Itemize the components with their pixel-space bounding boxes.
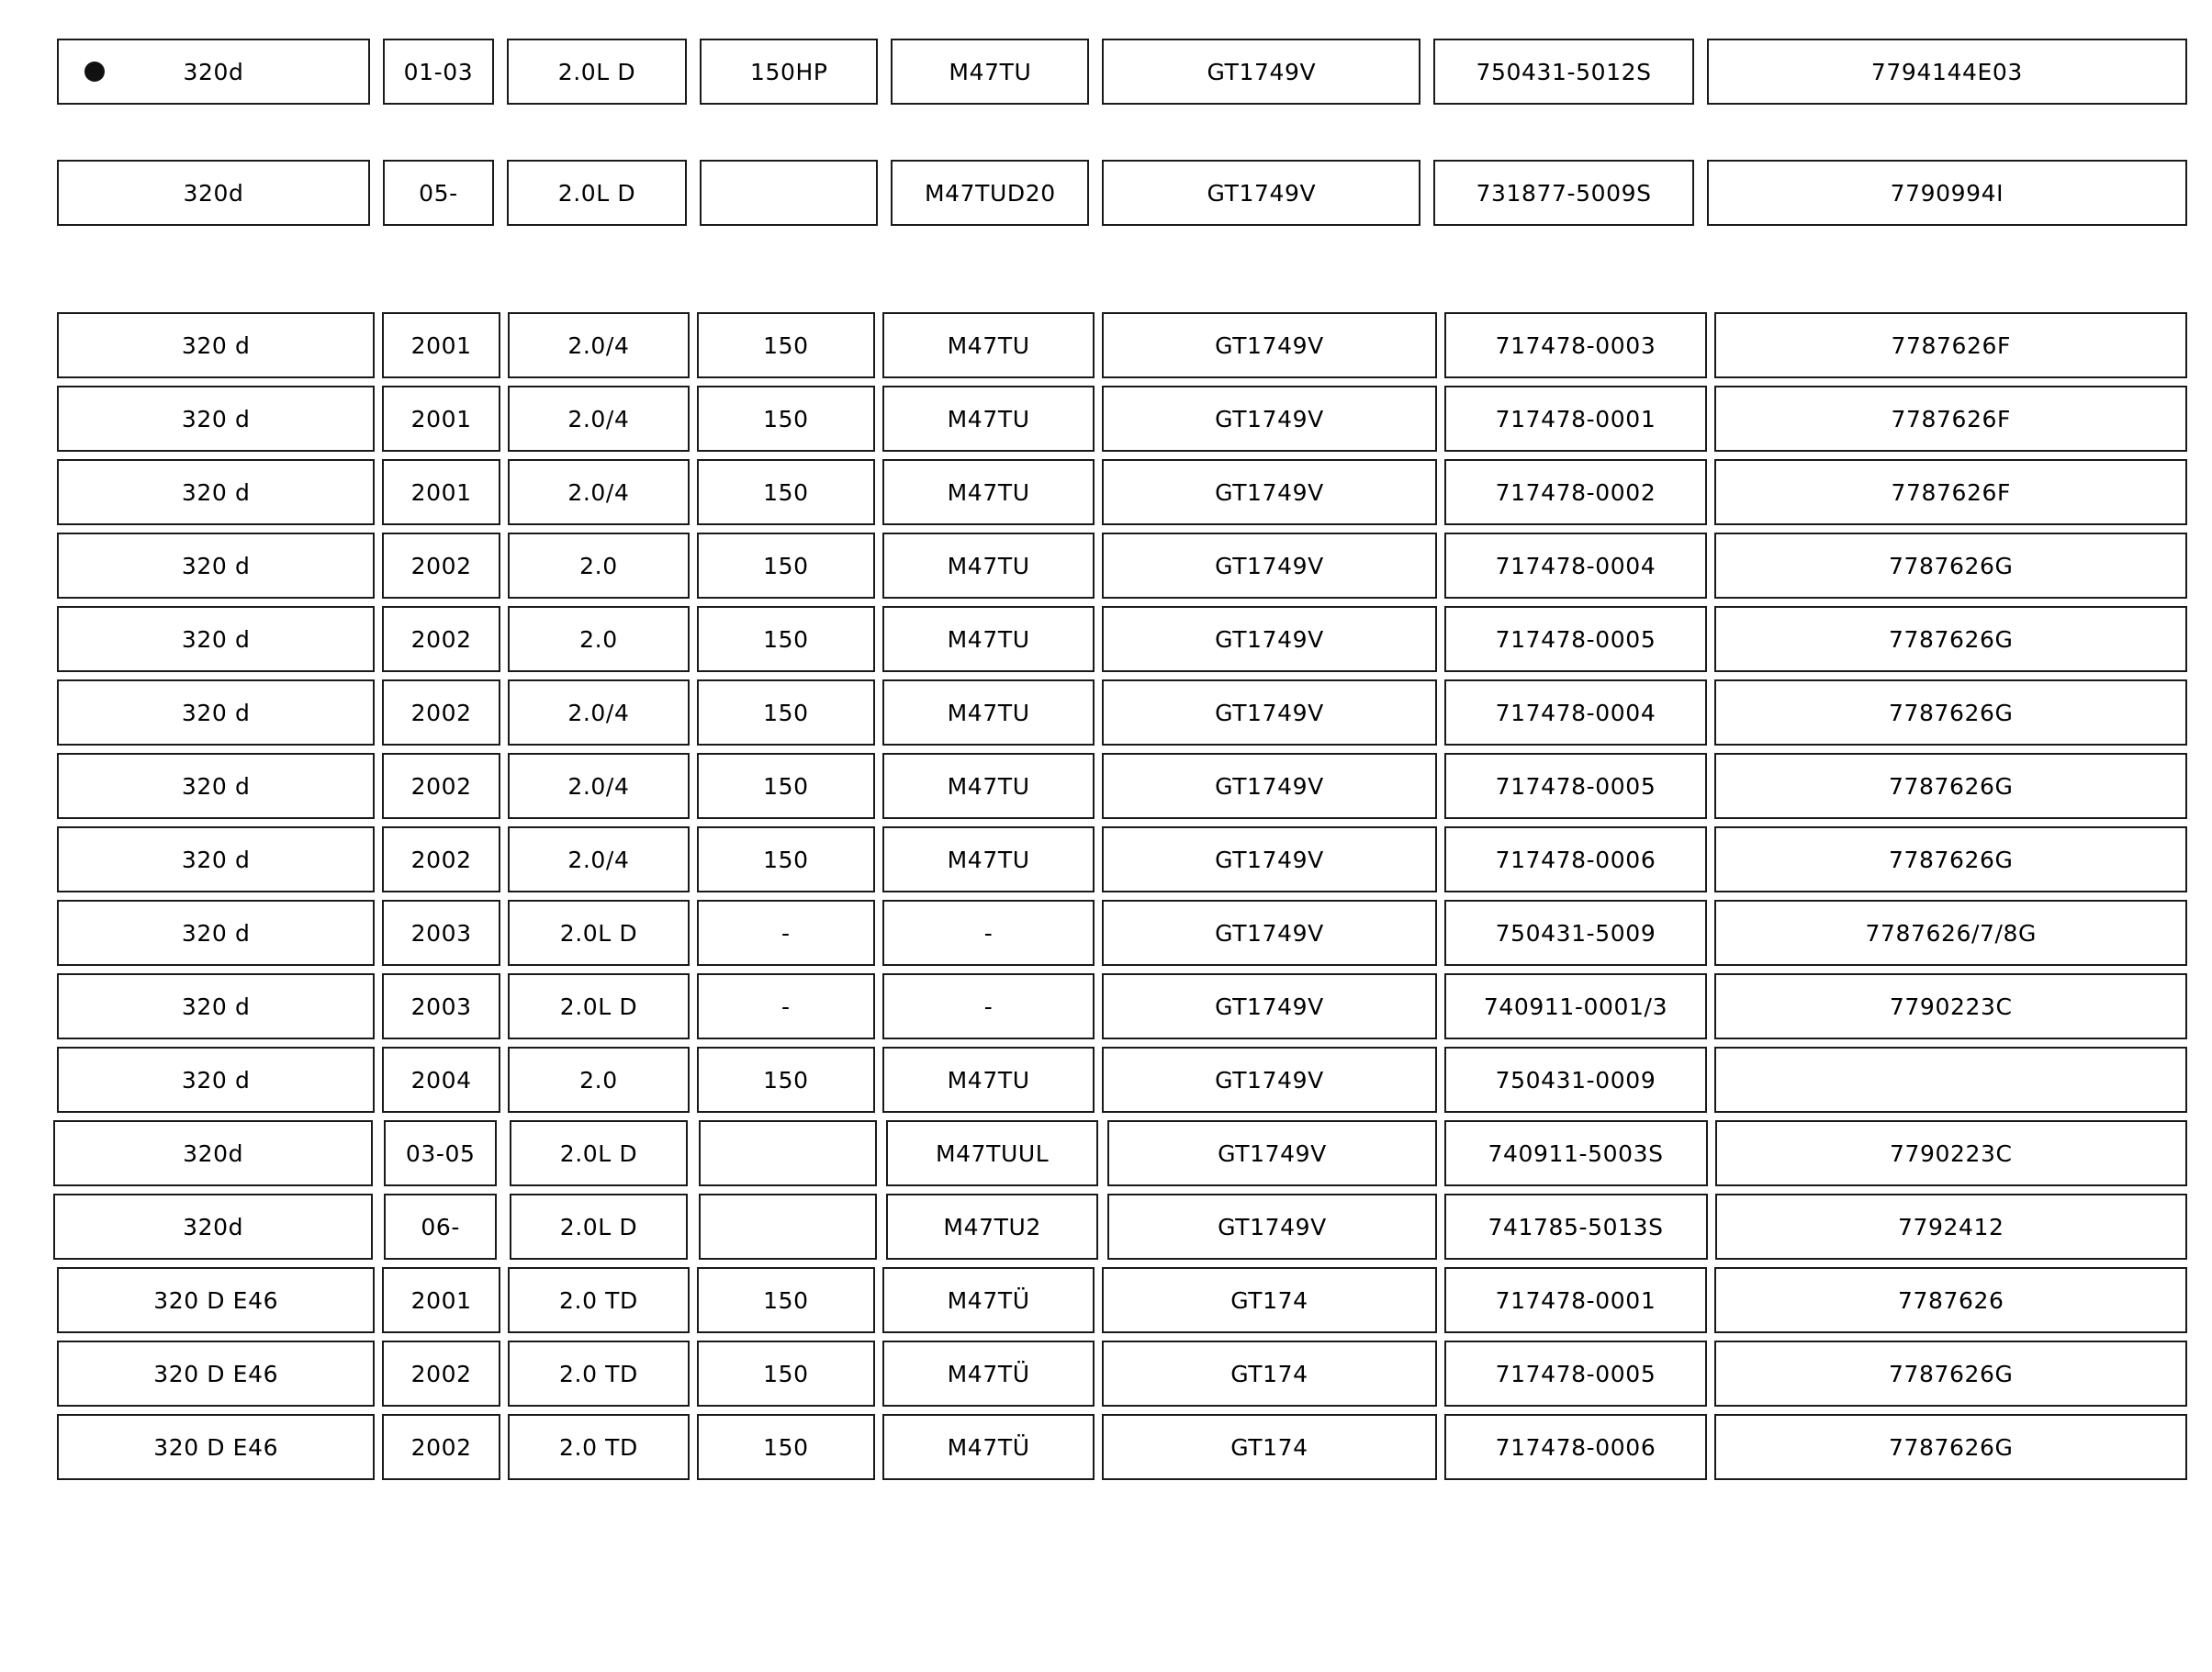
cell-engine-size: 2.0/4 [508, 386, 690, 452]
cell-model: 320 d [57, 386, 375, 452]
table-row [57, 1267, 2187, 1333]
cell-oem-number: 7787626F [1714, 386, 2187, 452]
cell-year: 2002 [382, 753, 500, 819]
cell-engine-code: M47TÜ [882, 1341, 1095, 1407]
table-row [57, 312, 2187, 378]
cell-turbo-number: 731877-5009S [1433, 160, 1693, 226]
cell-engine-code: M47TU [882, 606, 1095, 672]
cell-turbo-type: GT1749V [1102, 679, 1436, 746]
cell-power: 150 [697, 1267, 875, 1333]
cell-engine-size: 2.0/4 [508, 826, 690, 892]
cell-year: 2002 [382, 606, 500, 672]
table-row [57, 753, 2187, 819]
cell-model: 320 d [57, 459, 375, 525]
cell-turbo-type: GT1749V [1102, 1047, 1436, 1113]
table-row [57, 973, 2187, 1039]
cell-engine-size: 2.0 TD [508, 1414, 690, 1480]
table-row [57, 606, 2187, 672]
cell-turbo-type: GT1749V [1102, 826, 1436, 892]
cell-turbo-type: GT1749V [1102, 900, 1436, 966]
cell-turbo-number: 740911-0001/3 [1444, 973, 1708, 1039]
cell-power: 150 [697, 459, 875, 525]
cell-oem-number: 7787626G [1714, 1414, 2187, 1480]
table-row [57, 39, 2187, 105]
cell-model: 320 D E46 [57, 1414, 375, 1480]
cell-engine-size: 2.0L D [507, 39, 687, 105]
cell-model: 320 d [57, 753, 375, 819]
cell-power: 150 [697, 1047, 875, 1113]
table-row [57, 1194, 2187, 1260]
cell-turbo-number: 717478-0001 [1444, 1267, 1708, 1333]
cell-power: 150 [697, 533, 875, 599]
cell-oem-number: 7787626G [1714, 679, 2187, 746]
table-row [57, 1120, 2187, 1186]
cell-year: 2002 [382, 679, 500, 746]
cell-oem-number: 7787626G [1714, 826, 2187, 892]
cell-year: 2002 [382, 533, 500, 599]
cell-turbo-number: 717478-0004 [1444, 533, 1708, 599]
cell-power [699, 1194, 877, 1260]
cell-turbo-number: 740911-5003S [1444, 1120, 1708, 1186]
cell-power: 150 [697, 753, 875, 819]
cell-year: 06- [384, 1194, 497, 1260]
cell-engine-size: 2.0/4 [508, 459, 690, 525]
cell-engine-code: M47TU [882, 386, 1095, 452]
cell-model: 320 d [57, 679, 375, 746]
cell-turbo-type: GT1749V [1102, 973, 1436, 1039]
cell-turbo-type: GT174 [1102, 1267, 1436, 1333]
table-row [57, 386, 2187, 452]
cell-year: 2003 [382, 973, 500, 1039]
cell-engine-code: M47TU [882, 459, 1095, 525]
cell-engine-size: 2.0L D [508, 900, 690, 966]
cell-oem-number: 7787626F [1714, 312, 2187, 378]
cell-oem-number: 7794144E03 [1707, 39, 2187, 105]
cell-turbo-type: GT1749V [1107, 1194, 1436, 1260]
cell-engine-size: 2.0/4 [508, 312, 690, 378]
cell-model: 320 d [57, 312, 375, 378]
cell-model: 320d [53, 1120, 373, 1186]
cell-turbo-type: GT1749V [1107, 1120, 1436, 1186]
table-row [57, 1414, 2187, 1480]
cell-engine-code: M47TU [882, 826, 1095, 892]
filled-circle-icon [84, 62, 105, 82]
cell-engine-code: M47TÜ [882, 1414, 1095, 1480]
cell-model [57, 39, 370, 105]
cell-engine-code: M47TU2 [886, 1194, 1099, 1260]
cell-year: 2002 [382, 1414, 500, 1480]
cell-oem-number: 7787626G [1714, 533, 2187, 599]
cell-year: 2001 [382, 1267, 500, 1333]
cell-power: 150 [697, 312, 875, 378]
cell-turbo-number: 717478-0001 [1444, 386, 1708, 452]
cell-year: 03-05 [384, 1120, 497, 1186]
cell-oem-number: 7787626G [1714, 1341, 2187, 1407]
cell-model: 320 d [57, 1047, 375, 1113]
cell-engine-size: 2.0L D [508, 973, 690, 1039]
cell-power [700, 160, 878, 226]
cell-engine-code: M47TÜ [882, 1267, 1095, 1333]
cell-turbo-number: 750431-5012S [1433, 39, 1693, 105]
cell-turbo-type: GT1749V [1102, 39, 1420, 105]
cell-oem-number: 7787626G [1714, 606, 2187, 672]
cell-engine-code: M47TU [882, 312, 1095, 378]
cell-year: 2001 [382, 312, 500, 378]
cell-oem-number: 7790994I [1707, 160, 2187, 226]
cell-year: 2002 [382, 1341, 500, 1407]
cell-engine-code: M47TU [882, 533, 1095, 599]
cell-turbo-type: GT1749V [1102, 459, 1436, 525]
table-row [57, 1047, 2187, 1113]
cell-engine-size: 2.0/4 [508, 679, 690, 746]
cell-model: 320d [57, 160, 370, 226]
table-row [57, 1341, 2187, 1407]
cell-power: 150 [697, 1414, 875, 1480]
cell-oem-number: 7787626 [1714, 1267, 2187, 1333]
cell-turbo-type: GT1749V [1102, 753, 1436, 819]
group-spacer [57, 105, 2181, 160]
cell-engine-code: M47TU [882, 679, 1095, 746]
cell-year: 2003 [382, 900, 500, 966]
cell-engine-code: M47TU [882, 753, 1095, 819]
cell-turbo-number: 717478-0004 [1444, 679, 1708, 746]
cell-year: 05- [383, 160, 494, 226]
cell-turbo-number: 717478-0006 [1444, 826, 1708, 892]
cell-year: 2001 [382, 386, 500, 452]
cell-oem-number: 7787626G [1714, 753, 2187, 819]
cell-turbo-number: 717478-0006 [1444, 1414, 1708, 1480]
cell-turbo-number: 741785-5013S [1444, 1194, 1708, 1260]
cell-oem-number: 7787626F [1714, 459, 2187, 525]
cell-power: 150 [697, 386, 875, 452]
cell-engine-size: 2.0 [508, 533, 690, 599]
table-row [57, 826, 2187, 892]
cell-year: 01-03 [383, 39, 494, 105]
table-row [57, 900, 2187, 966]
cell-turbo-number: 717478-0002 [1444, 459, 1708, 525]
cell-oem-number: 7787626/7/8G [1714, 900, 2187, 966]
table-row [57, 533, 2187, 599]
table-row [57, 459, 2187, 525]
cell-model: 320 D E46 [57, 1267, 375, 1333]
table-row [57, 679, 2187, 746]
cell-power: 150 [697, 826, 875, 892]
cell-turbo-type: GT174 [1102, 1341, 1436, 1407]
cell-oem-number: 7792412 [1715, 1194, 2187, 1260]
cell-model: 320 D E46 [57, 1341, 375, 1407]
cell-year: 2004 [382, 1047, 500, 1113]
cell-model: 320 d [57, 900, 375, 966]
cell-turbo-number: 750431-5009 [1444, 900, 1708, 966]
cell-model: 320 d [57, 533, 375, 599]
cell-model-text: 320d [183, 58, 244, 85]
cell-power: - [697, 900, 875, 966]
table-group-top [0, 39, 2212, 226]
cell-model: 320 d [57, 973, 375, 1039]
cell-turbo-type: GT1749V [1102, 533, 1436, 599]
cell-oem-number: 7790223C [1714, 973, 2187, 1039]
cell-turbo-type: GT1749V [1102, 312, 1436, 378]
cell-engine-code: - [882, 900, 1095, 966]
cell-turbo-number: 717478-0005 [1444, 753, 1708, 819]
cell-year: 2002 [382, 826, 500, 892]
cell-engine-size: 2.0 TD [508, 1341, 690, 1407]
cell-oem-number: 7790223C [1715, 1120, 2187, 1186]
section-spacer [0, 226, 2212, 312]
cell-engine-code: M47TUD20 [891, 160, 1089, 226]
cell-power: 150 [697, 606, 875, 672]
cell-oem-number [1714, 1047, 2187, 1113]
cell-turbo-number: 717478-0003 [1444, 312, 1708, 378]
cell-model: 320 d [57, 606, 375, 672]
cell-turbo-type: GT1749V [1102, 386, 1436, 452]
cell-engine-code: - [882, 973, 1095, 1039]
cell-engine-size: 2.0 [508, 1047, 690, 1113]
cell-power [699, 1120, 877, 1186]
cell-engine-size: 2.0 TD [508, 1267, 690, 1333]
cell-year: 2001 [382, 459, 500, 525]
cell-engine-code: M47TU [882, 1047, 1095, 1113]
cell-engine-size: 2.0L D [510, 1194, 688, 1260]
cell-turbo-type: GT174 [1102, 1414, 1436, 1480]
cell-model: 320d [53, 1194, 373, 1260]
cell-engine-code: M47TUUL [886, 1120, 1099, 1186]
cell-power: - [697, 973, 875, 1039]
cell-engine-code: M47TU [891, 39, 1089, 105]
cell-turbo-number: 717478-0005 [1444, 1341, 1708, 1407]
table-row [57, 160, 2187, 226]
cell-engine-size: 2.0L D [510, 1120, 688, 1186]
cell-power: 150 [697, 1341, 875, 1407]
cell-model: 320 d [57, 826, 375, 892]
cell-engine-size: 2.0 [508, 606, 690, 672]
cell-turbo-number: 717478-0005 [1444, 606, 1708, 672]
cell-engine-size: 2.0/4 [508, 753, 690, 819]
table-group-main [0, 312, 2212, 1480]
cell-power: 150HP [700, 39, 878, 105]
cell-turbo-type: GT1749V [1102, 606, 1436, 672]
top-spacer [0, 0, 2212, 39]
cell-power: 150 [697, 679, 875, 746]
cell-turbo-number: 750431-0009 [1444, 1047, 1708, 1113]
cell-engine-size: 2.0L D [507, 160, 687, 226]
cell-turbo-type: GT1749V [1102, 160, 1420, 226]
